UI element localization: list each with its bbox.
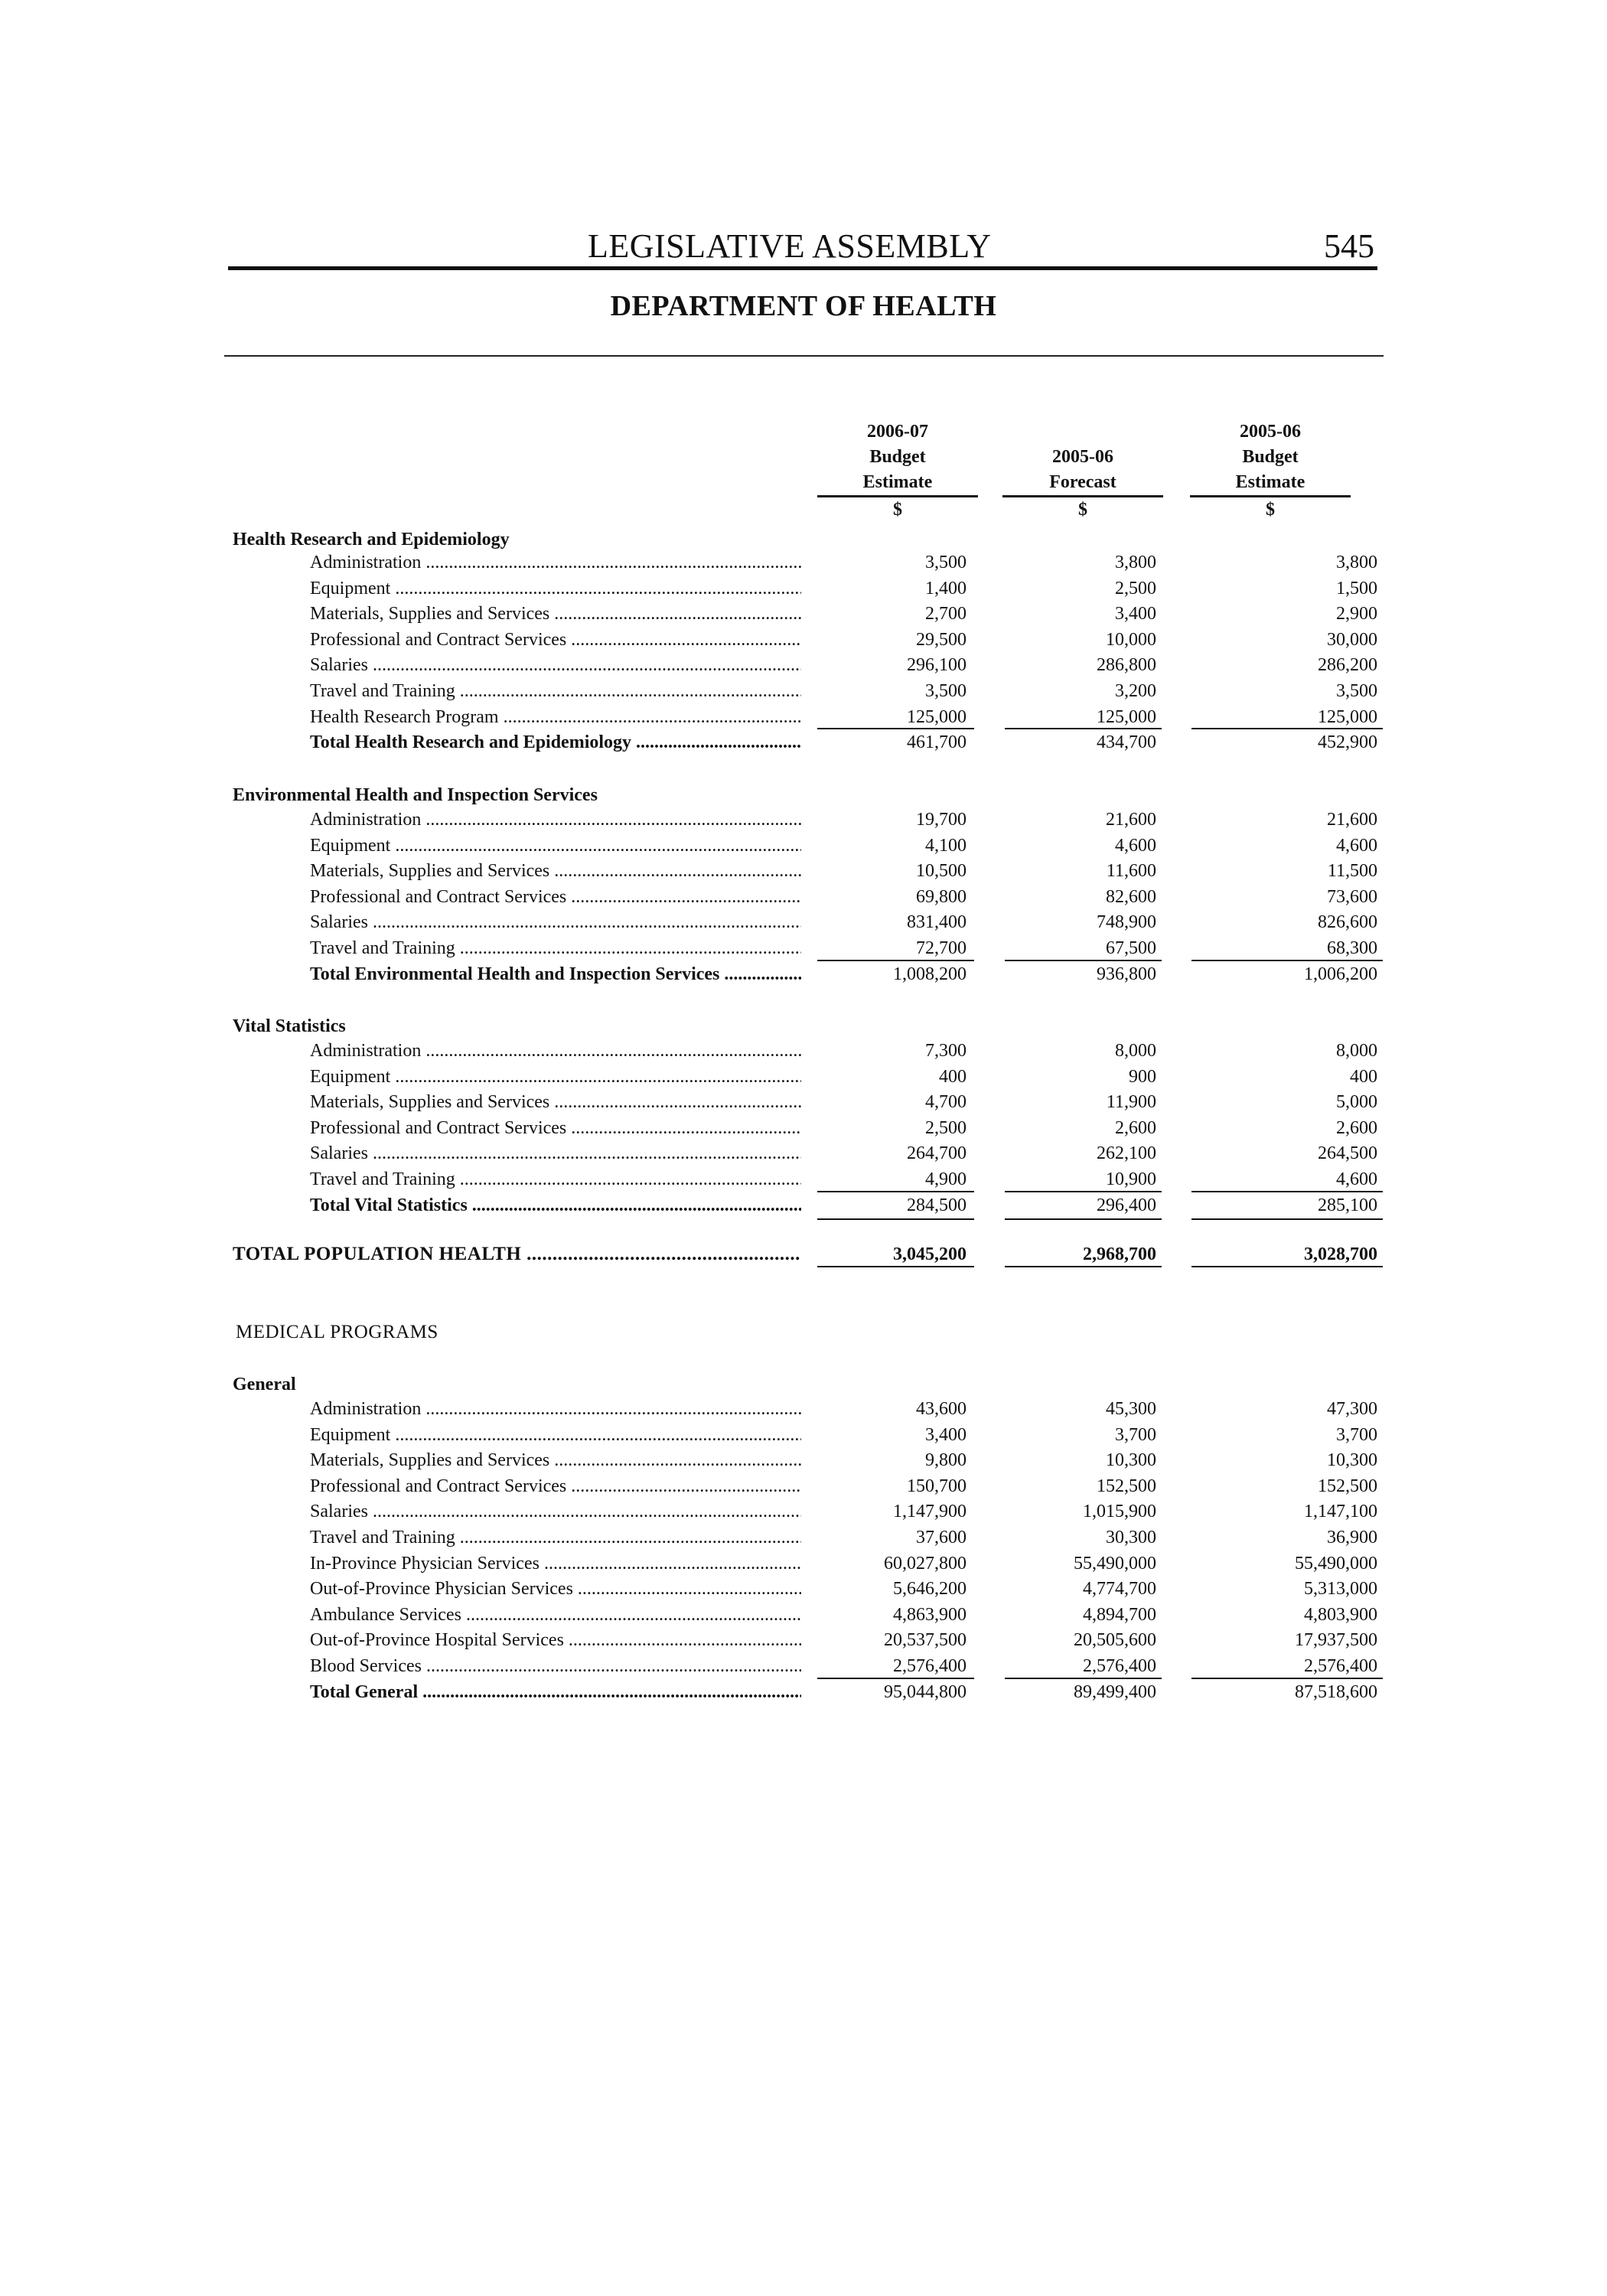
table-row xyxy=(0,1038,1607,1064)
cell-value: 21,600 xyxy=(1327,810,1377,830)
cell-value: 3,045,200 xyxy=(893,1244,966,1264)
cell-value: 2,900 xyxy=(1336,604,1377,625)
cell-value: 10,300 xyxy=(1106,1450,1156,1471)
cell-value: 60,027,800 xyxy=(884,1553,966,1574)
cell-value: 3,400 xyxy=(925,1424,966,1445)
table-row xyxy=(0,1447,1607,1473)
cell-value: 3,800 xyxy=(1336,553,1377,572)
cell-value: 89,499,400 xyxy=(1074,1681,1156,1702)
cell-value: 3,028,700 xyxy=(1304,1244,1377,1264)
row-label: Health Research Program ..... xyxy=(310,704,801,730)
total-row xyxy=(0,961,1607,987)
row-label: Ambulance Services ..... xyxy=(310,1602,801,1628)
cell-value: 936,800 xyxy=(1097,964,1156,984)
row-label: Salaries ..... xyxy=(310,652,801,678)
cell-value: 125,000 xyxy=(1318,706,1377,727)
page-header xyxy=(228,223,1377,269)
cell-value: 3,500 xyxy=(1336,681,1377,701)
table-row xyxy=(0,1064,1607,1090)
table-row xyxy=(0,807,1607,833)
assembly-title: LEGISLATIVE ASSEMBLY xyxy=(588,227,992,265)
cell-value: 1,400 xyxy=(925,578,966,598)
cell-value: 2,576,400 xyxy=(1083,1656,1156,1676)
cell-value: 125,000 xyxy=(907,706,966,727)
cell-value: 55,490,000 xyxy=(1074,1553,1156,1574)
cell-value: 400 xyxy=(1350,1066,1377,1087)
column-header-forecast-2005-06: 2005-06 Forecast $ xyxy=(1002,419,1163,523)
cell-value: 43,600 xyxy=(916,1399,966,1419)
row-label: Travel and Training ..... xyxy=(310,1166,801,1192)
cell-value: 10,300 xyxy=(1327,1450,1377,1471)
table-row xyxy=(0,1653,1607,1679)
row-label: Total Health Research and Epidemiology ..... xyxy=(310,729,801,755)
column-header-budget-2005-06: 2005-06 Budget Estimate $ xyxy=(1190,419,1351,523)
row-label: Total Vital Statistics ..... xyxy=(310,1192,801,1218)
row-label: Environmental Health and Inspection Services xyxy=(233,785,598,805)
cell-value: 5,646,200 xyxy=(893,1579,966,1600)
total-population-health-row xyxy=(0,1241,1607,1267)
section-heading-general xyxy=(0,1371,1607,1397)
section-heading-medical-programs xyxy=(0,1319,1607,1345)
cell-value: 2,600 xyxy=(1115,1117,1156,1138)
row-label: MEDICAL PROGRAMS xyxy=(236,1322,438,1342)
total-row xyxy=(0,729,1607,755)
table-row xyxy=(0,652,1607,678)
row-label: Equipment ..... xyxy=(310,1422,801,1448)
cell-value: 11,600 xyxy=(1106,861,1156,882)
cell-value: 284,500 xyxy=(907,1195,966,1215)
cell-value: 4,774,700 xyxy=(1083,1579,1156,1600)
table-row xyxy=(0,704,1607,730)
currency-label: $ xyxy=(1078,500,1087,520)
cell-value: 262,100 xyxy=(1097,1143,1156,1164)
cell-value: 10,900 xyxy=(1106,1169,1156,1189)
cell-value: 30,300 xyxy=(1106,1528,1156,1548)
row-label: Materials, Supplies and Services ..... xyxy=(310,858,801,884)
cell-value: 82,600 xyxy=(1106,886,1156,907)
cell-value: 20,505,600 xyxy=(1074,1630,1156,1651)
row-label: Equipment ..... xyxy=(310,1064,801,1090)
row-label: Professional and Contract Services ..... xyxy=(310,1115,801,1141)
row-label: In-Province Physician Services ..... xyxy=(310,1551,801,1577)
cell-value: 2,700 xyxy=(925,604,966,625)
table-row xyxy=(0,1396,1607,1422)
row-label: Salaries ..... xyxy=(310,1140,801,1166)
cell-value: 11,500 xyxy=(1327,861,1377,882)
cell-value: 47,300 xyxy=(1327,1399,1377,1419)
page-number: 545 xyxy=(1324,227,1374,265)
cell-value: 4,600 xyxy=(1336,835,1377,856)
cell-value: 67,500 xyxy=(1106,938,1156,958)
row-label: Blood Services ..... xyxy=(310,1653,801,1679)
cell-value: 8,000 xyxy=(1336,1041,1377,1061)
cell-value: 9,800 xyxy=(925,1450,966,1471)
row-label: Administration ..... xyxy=(310,550,801,576)
cell-value: 826,600 xyxy=(1318,912,1377,933)
department-title: DEPARTMENT OF HEALTH xyxy=(610,290,997,322)
row-label: Professional and Contract Services ..... xyxy=(310,1473,801,1499)
table-row xyxy=(0,858,1607,884)
table-row xyxy=(0,1422,1607,1448)
row-label: Materials, Supplies and Services ..... xyxy=(310,1089,801,1115)
cell-value: 434,700 xyxy=(1097,732,1156,753)
cell-value: 8,000 xyxy=(1115,1041,1156,1061)
row-label: Professional and Contract Services ..... xyxy=(310,627,801,653)
cell-value: 7,300 xyxy=(925,1041,966,1061)
cell-value: 152,500 xyxy=(1318,1476,1377,1496)
cell-value: 150,700 xyxy=(907,1476,966,1496)
cell-value: 30,000 xyxy=(1327,629,1377,650)
cell-value: 286,800 xyxy=(1097,655,1156,676)
cell-value: 3,800 xyxy=(1115,553,1156,572)
cell-value: 11,900 xyxy=(1106,1092,1156,1113)
cell-value: 3,500 xyxy=(925,681,966,701)
cell-value: 21,600 xyxy=(1106,810,1156,830)
table-row xyxy=(0,627,1607,653)
cell-value: 2,968,700 xyxy=(1083,1244,1156,1264)
table-row xyxy=(0,884,1607,910)
table-row xyxy=(0,1166,1607,1192)
cell-value: 2,500 xyxy=(1115,578,1156,598)
cell-value: 1,500 xyxy=(1336,578,1377,598)
total-rule xyxy=(817,1266,974,1267)
row-label: Travel and Training ..... xyxy=(310,1525,801,1551)
table-row xyxy=(0,1140,1607,1166)
cell-value: 286,200 xyxy=(1318,655,1377,676)
cell-value: 4,894,700 xyxy=(1083,1604,1156,1625)
column-header-budget-2006-07: 2006-07 Budget Estimate $ xyxy=(817,419,978,523)
total-row xyxy=(0,1679,1607,1705)
table-row xyxy=(0,1602,1607,1628)
cell-value: 2,600 xyxy=(1336,1117,1377,1138)
cell-value: 1,008,200 xyxy=(893,964,966,984)
row-label: Travel and Training ..... xyxy=(310,935,801,961)
table-row xyxy=(0,1115,1607,1141)
table-row xyxy=(0,1089,1607,1115)
row-label: Out-of-Province Hospital Services ..... xyxy=(310,1627,801,1653)
cell-value: 72,700 xyxy=(916,938,966,958)
cell-value: 452,900 xyxy=(1318,732,1377,753)
cell-value: 87,518,600 xyxy=(1295,1681,1377,1702)
cell-value: 1,147,100 xyxy=(1304,1502,1377,1522)
cell-value: 4,803,900 xyxy=(1304,1604,1377,1625)
cell-value: 45,300 xyxy=(1106,1399,1156,1419)
table-row xyxy=(0,909,1607,935)
row-label: Materials, Supplies and Services ..... xyxy=(310,1447,801,1473)
row-label: Vital Statistics xyxy=(233,1016,346,1036)
row-label: Health Research and Epidemiology xyxy=(233,530,510,550)
cell-value: 900 xyxy=(1129,1066,1156,1087)
row-label: Professional and Contract Services ..... xyxy=(310,884,801,910)
row-label: Travel and Training ..... xyxy=(310,678,801,704)
table-row xyxy=(0,1525,1607,1551)
table-row xyxy=(0,1627,1607,1653)
cell-value: 3,400 xyxy=(1115,604,1156,625)
cell-value: 400 xyxy=(939,1066,966,1087)
cell-value: 3,700 xyxy=(1336,1424,1377,1445)
table-row xyxy=(0,1551,1607,1577)
table-row xyxy=(0,1499,1607,1525)
row-label: Total Environmental Health and Inspection Services ..... xyxy=(310,961,801,987)
cell-value: 10,500 xyxy=(916,861,966,882)
row-label: Materials, Supplies and Services ..... xyxy=(310,601,801,627)
cell-value: 152,500 xyxy=(1097,1476,1156,1496)
section-heading-health-research xyxy=(0,527,1607,553)
cell-value: 5,000 xyxy=(1336,1092,1377,1113)
cell-value: 3,500 xyxy=(925,553,966,572)
row-label: Salaries ..... xyxy=(310,1499,801,1525)
cell-value: 285,100 xyxy=(1318,1195,1377,1215)
table-row xyxy=(0,601,1607,627)
department-rule xyxy=(224,355,1384,357)
cell-value: 1,147,900 xyxy=(893,1502,966,1522)
row-label: TOTAL POPULATION HEALTH ..... xyxy=(233,1241,801,1267)
cell-value: 55,490,000 xyxy=(1295,1553,1377,1574)
row-label: General xyxy=(233,1375,296,1394)
row-label: Administration ..... xyxy=(310,1396,801,1422)
section-heading-environmental-health xyxy=(0,782,1607,808)
cell-value: 5,313,000 xyxy=(1304,1579,1377,1600)
cell-value: 4,700 xyxy=(925,1092,966,1113)
cell-value: 296,400 xyxy=(1097,1195,1156,1215)
table-row xyxy=(0,678,1607,704)
cell-value: 3,200 xyxy=(1115,681,1156,701)
cell-value: 4,600 xyxy=(1115,835,1156,856)
cell-value: 10,000 xyxy=(1106,629,1156,650)
cell-value: 37,600 xyxy=(916,1528,966,1548)
row-label: Out-of-Province Physician Services ..... xyxy=(310,1576,801,1602)
cell-value: 19,700 xyxy=(916,810,966,830)
cell-value: 264,500 xyxy=(1318,1143,1377,1164)
currency-label: $ xyxy=(1266,500,1275,520)
cell-value: 73,600 xyxy=(1327,886,1377,907)
cell-value: 831,400 xyxy=(907,912,966,933)
cell-value: 2,576,400 xyxy=(1304,1656,1377,1676)
cell-value: 264,700 xyxy=(907,1143,966,1164)
table-row xyxy=(0,550,1607,576)
cell-value: 461,700 xyxy=(907,732,966,753)
cell-value: 296,100 xyxy=(907,655,966,676)
section-heading-vital-statistics xyxy=(0,1013,1607,1039)
row-label: Salaries ..... xyxy=(310,909,801,935)
cell-value: 1,006,200 xyxy=(1304,964,1377,984)
row-label: Total General ..... xyxy=(310,1679,801,1705)
total-row xyxy=(0,1192,1607,1218)
cell-value: 748,900 xyxy=(1097,912,1156,933)
cell-value: 95,044,800 xyxy=(884,1681,966,1702)
cell-value: 1,015,900 xyxy=(1083,1502,1156,1522)
table-row xyxy=(0,1473,1607,1499)
currency-label: $ xyxy=(893,500,902,520)
cell-value: 125,000 xyxy=(1097,706,1156,727)
cell-value: 69,800 xyxy=(916,886,966,907)
cell-value: 4,600 xyxy=(1336,1169,1377,1189)
total-rule xyxy=(817,1218,974,1220)
cell-value: 2,500 xyxy=(925,1117,966,1138)
table-row xyxy=(0,576,1607,602)
table-row xyxy=(0,833,1607,859)
row-label: Administration ..... xyxy=(310,807,801,833)
cell-value: 17,937,500 xyxy=(1295,1630,1377,1651)
header-rule xyxy=(228,266,1377,270)
cell-value: 36,900 xyxy=(1327,1528,1377,1548)
cell-value: 3,700 xyxy=(1115,1424,1156,1445)
total-rule xyxy=(1191,1266,1383,1267)
row-label: Equipment ..... xyxy=(310,833,801,859)
cell-value: 68,300 xyxy=(1327,938,1377,958)
table-row xyxy=(0,1576,1607,1602)
cell-value: 4,100 xyxy=(925,835,966,856)
total-rule xyxy=(1191,1218,1383,1220)
cell-value: 29,500 xyxy=(916,629,966,650)
cell-value: 2,576,400 xyxy=(893,1656,966,1676)
cell-value: 4,863,900 xyxy=(893,1604,966,1625)
cell-value: 4,900 xyxy=(925,1169,966,1189)
table-row xyxy=(0,935,1607,961)
row-label: Administration ..... xyxy=(310,1038,801,1064)
cell-value: 20,537,500 xyxy=(884,1630,966,1651)
total-rule xyxy=(1005,1218,1162,1220)
row-label: Equipment ..... xyxy=(310,576,801,602)
total-rule xyxy=(1005,1266,1162,1267)
